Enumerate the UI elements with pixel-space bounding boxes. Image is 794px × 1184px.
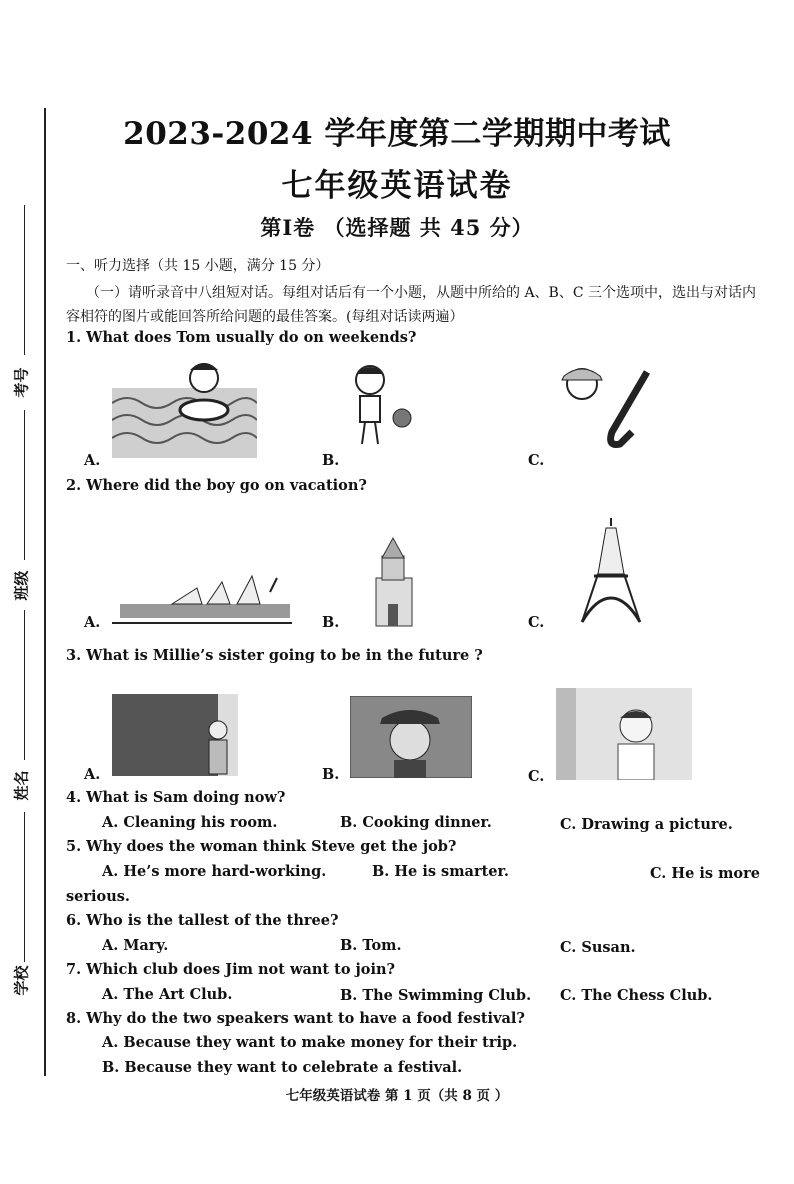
q3-option-c: C. [528, 768, 545, 785]
q4-option-c: C. Drawing a picture. [560, 816, 733, 833]
swimming-picture [112, 358, 257, 458]
question-5-stem: 5. Why does the woman think Steve get the job? [66, 838, 457, 855]
question-4-stem: 4. What is Sam doing now? [66, 789, 286, 806]
exam-number-label: 考号 [12, 367, 31, 398]
name-label: 姓名 [12, 770, 31, 801]
exam-title: 2023-2024 学年度第二学期期中考试 [123, 116, 671, 152]
q6-option-a: A. Mary. [102, 937, 169, 954]
q2-option-c: C. [528, 614, 545, 631]
question-3-stem: 3. What is Millie’s sister going to be in the future ? [66, 647, 483, 664]
class-line [24, 410, 25, 560]
eiffel-tower-picture [576, 514, 646, 626]
q3-option-b: B. [322, 766, 340, 783]
part-instruction: （一）请听录音中八组短对话。每组对话后有一个小题，从题中所给的 A、B、C 三个选项中，选出与对话内容相符的图片或能回答所给问题的最佳答案。(每组对话读两遍） [66, 285, 757, 325]
q6-option-b: B. Tom. [340, 937, 402, 954]
playing-ball-picture [340, 362, 420, 457]
q4-option-b: B. Cooking dinner. [340, 814, 492, 831]
q5-option-a: A. He’s more hard-working. [102, 863, 327, 880]
castle-picture [366, 534, 426, 628]
q2-option-a: A. [84, 614, 101, 631]
q3-option-a: A. [84, 766, 101, 783]
police-officer-picture [350, 696, 472, 778]
q2-option-b: B. [322, 614, 340, 631]
q8-option-a: A. Because they want to make money for their trip. [102, 1034, 518, 1051]
question-1-stem: 1. What does Tom usually do on weekends? [66, 329, 417, 346]
school-label: 学校 [12, 965, 31, 996]
q7-option-c: C. The Chess Club. [560, 987, 713, 1004]
name-line [24, 610, 25, 760]
q4-option-a: A. Cleaning his room. [102, 814, 278, 831]
q1-option-b: B. [322, 452, 340, 469]
q1-option-a: A. [84, 452, 101, 469]
question-8-stem: 8. Why do the two speakers want to have a food festival? [66, 1010, 525, 1027]
question-7-stem: 7. Which club does Jim not want to join? [66, 961, 396, 978]
q5-option-b: B. He is smarter. [372, 863, 509, 880]
binding-margin-line [44, 108, 46, 1076]
question-2-stem: 2. Where did the boy go on vacation? [66, 477, 367, 494]
part-heading: 一、听力选择（共 15 小题，满分 15 分） [66, 258, 330, 274]
section-title: 第Ⅰ卷 （选择题 共 45 分） [260, 215, 534, 240]
q5-option-c-continuation: serious. [66, 888, 130, 905]
q6-option-c: C. Susan. [560, 939, 636, 956]
saxophone-picture [552, 362, 662, 452]
q5-option-c: C. He is more [650, 865, 760, 882]
school-line [24, 812, 25, 962]
nurse-picture [556, 688, 692, 780]
opera-house-picture [112, 568, 292, 628]
q7-option-b: B. The Swimming Club. [340, 987, 532, 1004]
exam-subtitle: 七年级英语试卷 [281, 168, 513, 204]
q1-option-c: C. [528, 452, 545, 469]
page-footer: 七年级英语试卷 第 1 页（共 8 页 ） [285, 1088, 509, 1104]
question-6-stem: 6. Who is the tallest of the three? [66, 912, 339, 929]
class-label: 班级 [12, 570, 31, 601]
q7-option-a: A. The Art Club. [102, 986, 233, 1003]
teacher-picture [112, 694, 238, 776]
q8-option-b: B. Because they want to celebrate a festival. [102, 1059, 463, 1076]
